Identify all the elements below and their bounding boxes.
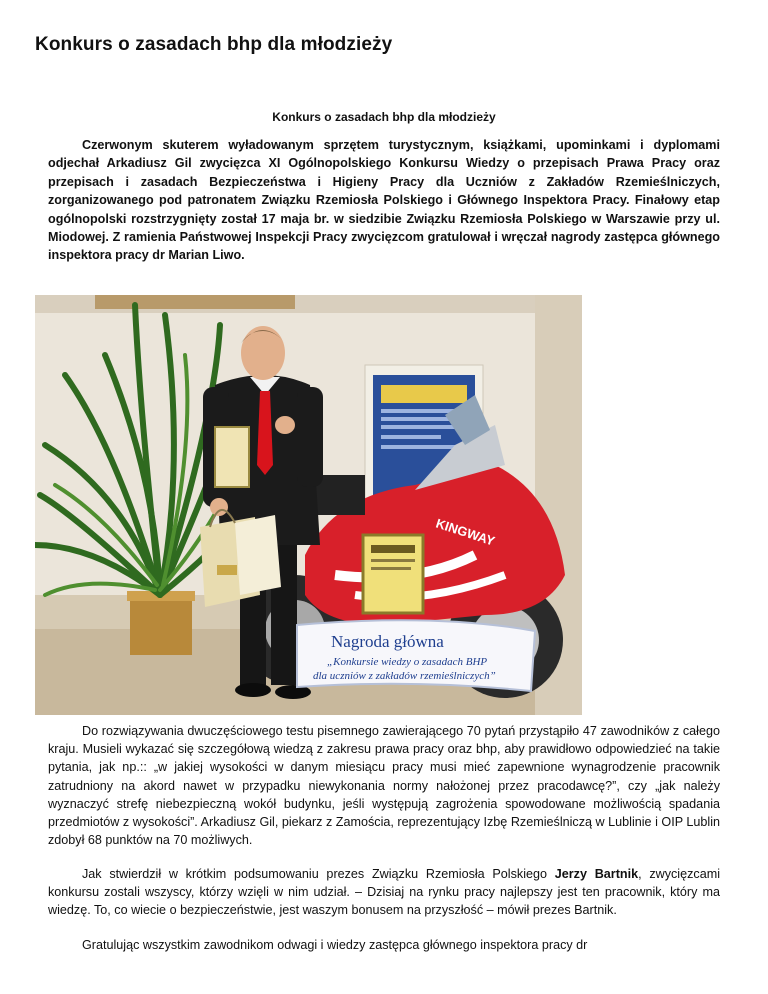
banner-line-3: dla uczniów z zakładów rzemieślniczych”: [313, 670, 496, 682]
article-paragraph-1: Do rozwiązywania dwuczęściowego testu pisemnego zawierającego 70 pytań przystąpiło 47 zawodników z całego kraju. Musieli wykazać się szczegółową wiedzą z zakresu prawa pracy oraz bhp, aby prawidłowo odpowiedzieć na takie pytania, jak np.:: „w jakiej wysokości w danym miesiącu pracy musi mieć zapewnione wynagrodzenie pracownik zatrudniony na akord nawet w przypadku niewykonania normy nałożonej przez pracodawcę?”, czy „jak należy wyznaczyć strefę niebezpieczną wokół budynku, jeśli występują zagrożenia spowodowane możliwością spadania przedmiotów z wysokości”. Arkadiusz Gil, piekarz z Zamościa, reprezentujący Izbę Rzemieślniczą w Lublinie i OIP Lublin zdobył 68 punktów na 70 możliwych.: [48, 724, 720, 848]
article-paragraph-2: [48, 865, 720, 920]
article-paragraph-3: Gratulując wszystkim zawodnikom odwagi i wiedzy zastępca głównego inspektora pracy dr: [82, 938, 588, 952]
paragraph-2-start: Jak stwierdził w krótkim podsumowaniu prezes Związku Rzemiosła Polskiego: [82, 867, 555, 881]
article-lead: Czerwonym skuterem wyładowanym sprzętem turystycznym, książkami, upominkami i dyplomami odjechał Arkadiusz Gil zwycięzca XI Ogólnopolskiego Konkursu Wiedzy o przepisach Prawa Pracy oraz przepisach i zasadach Bezpieczeństwa i Higieny Pracy dla Uczniów z Zakładów Rzemieślniczych, zorganizowanego pod patronatem Związku Rzemiosła Polskiego i Głównego Inspektora Pracy. Finałowy etap ogólnopolski rozstrzygnięty został 17 maja br. w siedzibie Związku Rzemiosła Polskiego w Warszawie przy ul. Miodowej. Z ramienia Państwowej Inspekcji Pracy zwycięzcom gratulował i wręczał nagrody zastępca głównego inspektora pracy dr Marian Liwo.: [48, 138, 720, 263]
banner-line-2: „Konkursie wiedzy o zasadach BHP: [327, 656, 488, 668]
paragraph-2-end: , zwycięzcami konkursu zostali wszyscy, którzy wzięli w nim udział. – Dzisiaj na rynku pracy najlepszy jest ten pracownik, który ma wiedzę. To, co wiecie o bezpieczeństwie, jest waszym bonusem na przyszłość – mówił prezes Bartnik.: [48, 867, 720, 918]
article-photo: [35, 295, 582, 715]
banner-title: Nagroda główna: [331, 632, 444, 651]
award-banner: [297, 620, 535, 691]
page-title: Konkurs o zasadach bhp dla młodzieży: [35, 34, 393, 55]
person-name: Jerzy Bartnik: [554, 867, 639, 881]
article-title: Konkurs o zasadach bhp dla młodzieży: [272, 110, 496, 124]
scooter-brand: KINGWAY: [434, 515, 497, 549]
